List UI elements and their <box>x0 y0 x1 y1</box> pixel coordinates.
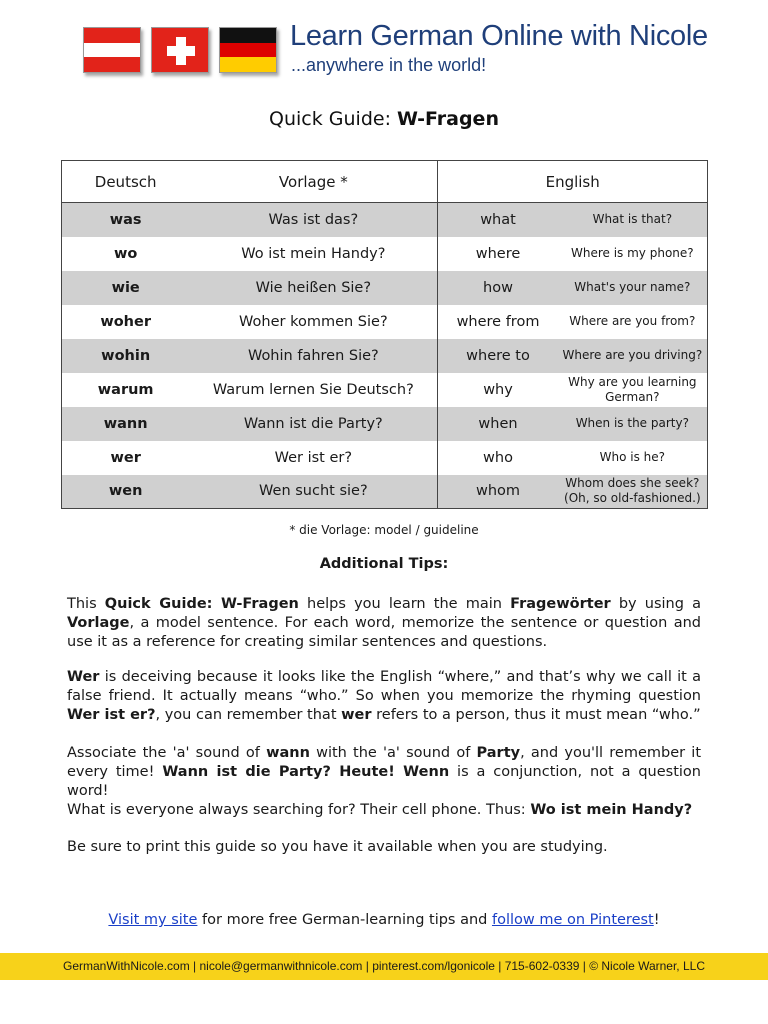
german-word: wohin <box>62 339 190 373</box>
brand-subtitle: ...anywhere in the world! <box>291 55 487 75</box>
german-sentence: Was ist das? <box>189 203 438 237</box>
visit-site-link[interactable]: Visit my site <box>108 912 198 928</box>
page-title: Quick Guide: W-Fragen <box>269 108 499 130</box>
english-word: what <box>438 203 558 237</box>
german-word: warum <box>97 381 154 398</box>
english-word: who <box>438 441 558 475</box>
english-word: where to <box>438 339 558 373</box>
tips-heading: Additional Tips: <box>319 556 449 572</box>
english-sentence: When is the party? <box>558 407 708 441</box>
footnote: * die Vorlage: model / guideline <box>289 523 479 537</box>
germany-flag-icon <box>219 27 277 73</box>
pinterest-link[interactable]: follow me on Pinterest <box>491 912 654 928</box>
header-english: English <box>438 161 708 203</box>
german-word: wann <box>62 407 190 441</box>
table-body <box>62 203 708 509</box>
english-word: how <box>438 271 558 305</box>
header-vorlage: Vorlage * <box>189 161 438 203</box>
english-word: where <box>438 237 558 271</box>
german-sentence: Wie heißen Sie? <box>189 271 438 305</box>
tip-paragraph-5: Be sure to print this guide so you have it available when you are studying. <box>67 839 608 855</box>
english-sentence: What's your name? <box>558 271 708 305</box>
table-row <box>62 407 708 441</box>
table-row <box>62 373 708 407</box>
tip-paragraph-3: Associate the 'a' sound of wann with the 'a' sound of Party, and you'll remember it every time! Wann ist die Party? Heute! Wenn is a conjunction, not a question word! <box>67 745 702 799</box>
german-sentence: Wen sucht sie? <box>189 475 438 509</box>
english-word: whom <box>438 475 558 509</box>
tip-paragraph-2: Wer is deceiving because it looks like the English “where,” and that’s why we call it a false friend. It actually means “who.” So when you memorize the rhyming question Wer ist er?, you can remember that wer refers to a person, thus it must mean “who.” <box>67 669 701 723</box>
table-row <box>62 305 708 339</box>
table-row <box>62 339 708 373</box>
table-row <box>62 475 708 509</box>
german-sentence: Warum lernen Sie Deutsch? <box>212 381 414 398</box>
tip-paragraph-1: This Quick Guide: W-Fragen helps you learn the main Fragewörter by using a Vorlage, a model sentence. For each word, memorize the sentence or question and use it as a reference for creating similar sentences and questions. <box>67 596 701 650</box>
german-word: wie <box>62 271 190 305</box>
english-sentence: Where are you from? <box>569 314 696 328</box>
english-sentence: Where is my phone? <box>571 246 694 260</box>
switzerland-flag-icon <box>151 27 209 73</box>
english-word: why <box>438 373 558 407</box>
german-sentence: Wer ist er? <box>274 449 353 466</box>
table-row <box>62 441 708 475</box>
german-word: wen <box>62 475 190 509</box>
german-word: woher <box>100 313 151 330</box>
w-fragen-table <box>61 160 708 509</box>
tip-paragraph-4: What is everyone always searching for? Their cell phone. Thus: Wo ist mein Handy? <box>67 802 693 818</box>
austria-flag-icon <box>83 27 141 73</box>
header-deutsch: Deutsch <box>62 161 190 203</box>
table-row <box>62 203 708 237</box>
brand-title: Learn German Online with Nicole <box>290 20 708 52</box>
german-sentence: Woher kommen Sie? <box>239 313 388 330</box>
german-sentence: Wo ist mein Handy? <box>241 245 386 262</box>
table-header-row <box>62 161 708 203</box>
english-word: when <box>438 407 558 441</box>
header <box>0 0 768 90</box>
german-word: wer <box>110 449 141 466</box>
table-row <box>62 271 708 305</box>
german-word: wo <box>113 245 138 262</box>
english-sentence: Who is he? <box>599 450 666 464</box>
english-word: where from <box>438 305 558 339</box>
visit-line: Visit my site for more free German-learning tips and follow me on Pinterest! <box>108 912 660 928</box>
german-word: was <box>62 203 190 237</box>
english-sentence: Where are you driving? <box>558 339 708 373</box>
english-sentence: Why are you learning German? <box>568 374 697 404</box>
footer-bar: GermanWithNicole.com | nicole@germanwithnicole.com | pinterest.com/lgonicole | 715-602-0339 | © Nicole Warner, LLC <box>0 953 768 980</box>
english-sentence: What is that? <box>558 203 708 237</box>
german-sentence: Wohin fahren Sie? <box>189 339 438 373</box>
german-sentence: Wann ist die Party? <box>189 407 438 441</box>
table-row <box>62 237 708 271</box>
english-sentence: Whom does she seek? (Oh, so old-fashioned.) <box>558 475 708 509</box>
